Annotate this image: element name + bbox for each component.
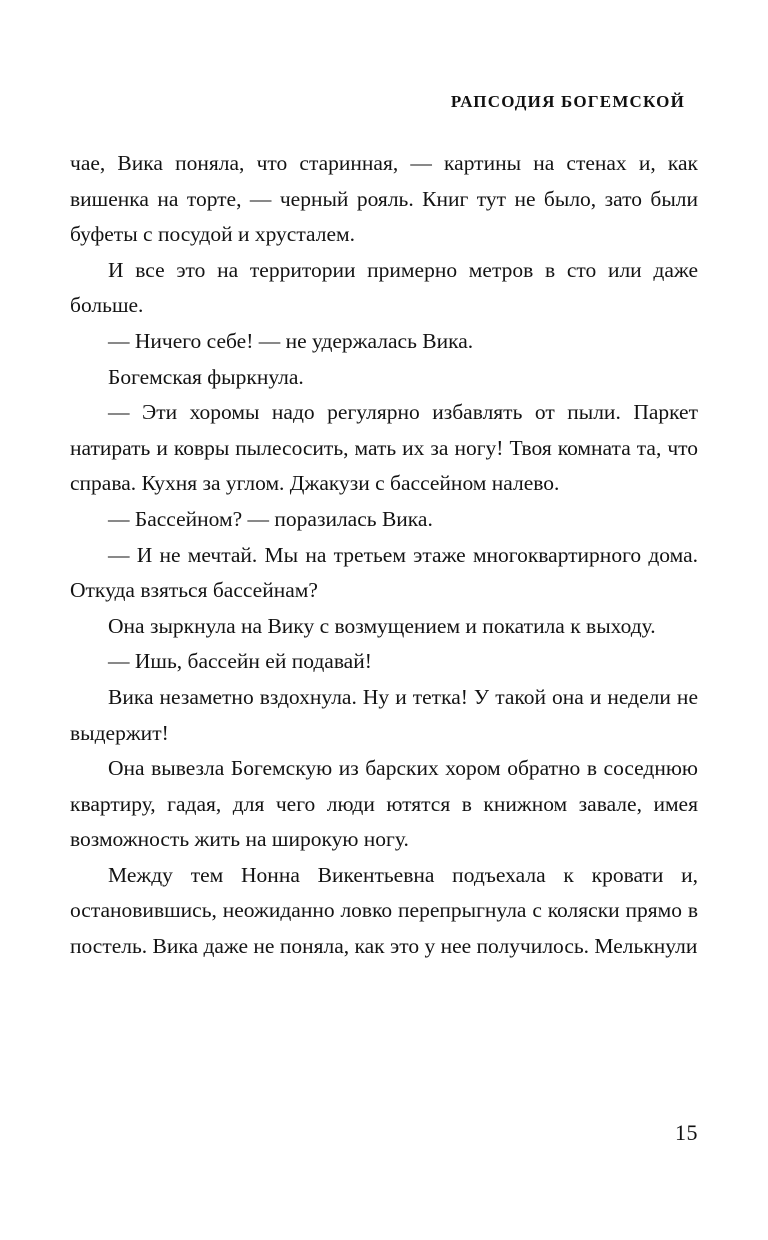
paragraph: Вика незаметно вздохнула. Ну и тетка! У такой она и недели не выдержит!: [70, 684, 698, 745]
paragraph: Она зыркнула на Вику с возмущением и покатила к выходу.: [108, 613, 656, 638]
paragraph: — Ишь, бассейн ей подавай!: [108, 649, 372, 674]
running-head: РАПСОДИЯ БОГЕМСКОЙ: [450, 92, 685, 111]
body-text: [70, 146, 698, 965]
paragraph: Богемская фыркнула.: [108, 364, 304, 389]
paragraph: — И не мечтай. Мы на третьем этаже многоквартирного дома. Откуда взяться бассейнам?: [70, 542, 698, 603]
paragraph: чае, Вика поняла, что старинная, — картины на стенах и, как вишенка на торте, — черный рояль. Книг тут не было, зато были буфеты с посудой и хрусталем.: [70, 151, 698, 247]
paragraph: — Ничего себе! — не удержалась Вика.: [108, 328, 474, 353]
paragraph: Между тем Нонна Викентьевна подъехала к кровати и, остановившись, неожиданно ловко перепрыгнула с коляски прямо в постель. Вика даже не поняла, как это у нее получилось. Мелькнули: [70, 862, 698, 959]
page-number: 15: [675, 1120, 698, 1145]
paragraph: Она вывезла Богемскую из барских хором обратно в соседнюю квартиру, гадая, для чего люди ютятся в книжном завале, имея возможность жить на широкую ногу.: [70, 756, 698, 852]
paragraph: — Эти хоромы надо регулярно избавлять от пыли. Паркет натирать и ковры пылесосить, мать их за ногу! Твоя комната та, что справа. Кухня за углом. Джакузи с бассейном налево.: [70, 400, 698, 496]
paragraph: И все это на территории примерно метров в сто или даже больше.: [70, 257, 698, 318]
paragraph: — Бассейном? — поразилась Вика.: [108, 506, 433, 531]
